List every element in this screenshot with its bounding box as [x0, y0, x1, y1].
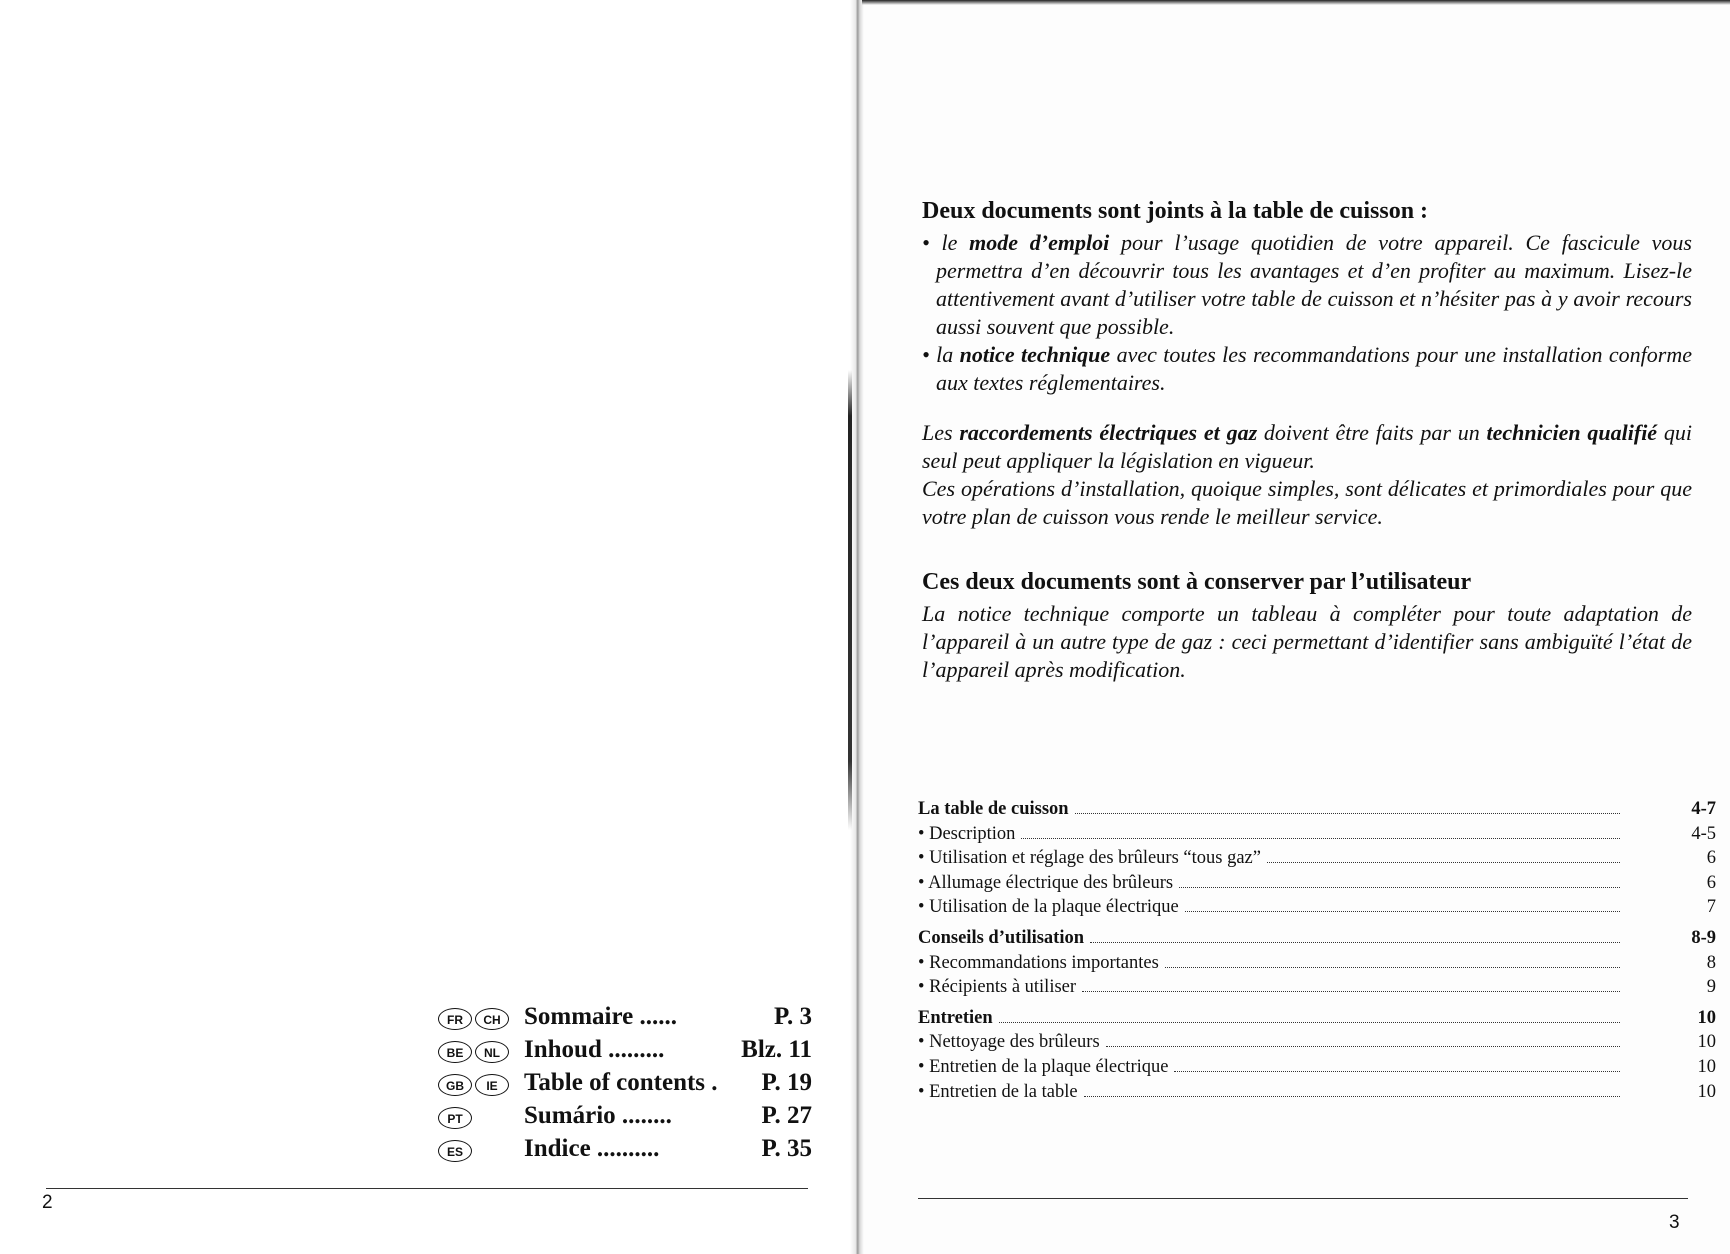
toc-page: 10	[1697, 1007, 1716, 1028]
spine-shadow	[848, 370, 852, 830]
toc-label: • Allumage électrique des brûleurs	[918, 872, 1174, 893]
page-top-edge	[862, 0, 1730, 5]
lang-row-fr[interactable]	[438, 1003, 812, 1036]
toc-group-entretien	[918, 1008, 1716, 1106]
toc-label: La table de cuisson	[918, 799, 1069, 819]
bullet-notice-technique: • la notice technique avec toutes les recommandations pour une installation conforme aux textes réglementaires.	[922, 342, 1692, 395]
toc-leader	[1179, 887, 1620, 888]
toc-page: 9	[1706, 977, 1716, 998]
toc-page: 8	[1706, 952, 1716, 973]
toc-leader	[1021, 838, 1620, 839]
para-text: Les	[922, 420, 960, 445]
para-operations: Ces opérations d’installation, quoique simples, sont délicates et primordiales pour que votre plan de cuisson vous rende le meilleur service.	[922, 476, 1692, 529]
toc-entry[interactable]	[918, 1057, 1716, 1082]
country-badge-icon: NL	[475, 1041, 509, 1063]
table-of-contents	[918, 799, 1716, 1112]
toc-label: • Utilisation de la plaque électrique	[918, 897, 1179, 918]
bullet-text-post: avec toutes les recommandations pour une installation conforme aux textes réglementaires.	[936, 342, 1692, 395]
country-badge-icon: IE	[475, 1074, 509, 1096]
para-bold: technicien qualifié	[1486, 420, 1658, 445]
bullet-text-pre: le	[941, 230, 970, 255]
lang-badges	[438, 1008, 524, 1030]
lang-title: Inhoud .........	[524, 1036, 665, 1063]
toc-leader	[1075, 813, 1620, 814]
toc-entry[interactable]	[918, 1082, 1716, 1107]
toc-leader	[1174, 1071, 1620, 1072]
language-index	[438, 1003, 812, 1168]
toc-entry[interactable]	[918, 799, 1716, 824]
bullet-text-bold: mode d’emploi	[969, 230, 1110, 255]
toc-page: 4-5	[1691, 823, 1716, 844]
lang-title: Indice ..........	[524, 1135, 660, 1162]
toc-leader	[1082, 991, 1620, 992]
bullet-text-pre: la	[936, 342, 960, 367]
toc-entry[interactable]	[918, 848, 1716, 873]
lang-row-nl[interactable]	[438, 1036, 812, 1069]
book-spine	[850, 0, 864, 1254]
toc-leader	[1084, 1096, 1620, 1097]
lang-badges	[438, 1107, 524, 1129]
heading-conserver: Ces deux documents sont à conserver par l’utilisateur	[922, 569, 1472, 595]
lang-row-es[interactable]	[438, 1135, 812, 1168]
toc-entry[interactable]	[918, 1032, 1716, 1057]
lang-page: Blz. 11	[741, 1036, 812, 1063]
toc-label: • Entretien de la plaque électrique	[918, 1056, 1169, 1077]
toc-page: 4-7	[1691, 799, 1716, 819]
lang-badges	[438, 1074, 524, 1096]
para-raccordements	[922, 419, 1692, 475]
heading-documents: Deux documents sont joints à la table de cuisson :	[922, 198, 1429, 224]
lang-badges	[438, 1041, 524, 1063]
lang-title: Sommaire ......	[524, 1003, 677, 1030]
lang-title: Table of contents .	[524, 1069, 718, 1096]
toc-page: 10	[1697, 1081, 1716, 1102]
toc-label: Conseils d’utilisation	[918, 927, 1085, 948]
toc-page: 10	[1697, 1056, 1716, 1077]
bullet-mode-emploi: • le mode d’emploi pour l’usage quotidien de votre appareil. Ce fascicule vous permettra d’en découvrir tous les avantages et d’en profiter au maximum. Lisez-le attentivement avant d’utiliser votre table de cuisson et n’hésiter pas à y avoir recours aussi souvent que possible.	[922, 230, 1692, 339]
country-badge-icon: ES	[438, 1140, 472, 1162]
bullet-text-bold: notice technique	[959, 342, 1111, 367]
toc-label: • Utilisation et réglage des brûleurs “tous gaz”	[918, 848, 1261, 869]
toc-page: 8-9	[1691, 927, 1716, 948]
toc-entry[interactable]	[918, 928, 1716, 953]
toc-page: 6	[1706, 848, 1716, 869]
bullet-text-post: pour l’usage quotidien de votre appareil. Ce fascicule vous permettra d’en découvrir tous les avantages et d’en profiter au maximum. Lisez-le attentivement avant d’utiliser votre table de cuisson et n’hésiter pas à y avoir recours aussi souvent que possible.	[936, 230, 1692, 339]
page-number-right: 3	[1669, 1212, 1680, 1233]
country-badge-icon: BE	[438, 1041, 472, 1063]
intro-section	[922, 198, 1692, 684]
toc-leader	[1185, 911, 1620, 912]
toc-label: Entretien	[918, 1007, 993, 1028]
lang-row-gb[interactable]	[438, 1069, 812, 1102]
toc-group-conseils	[918, 928, 1716, 1002]
toc-label: • Recommandations importantes	[918, 952, 1159, 973]
country-badge-icon: GB	[438, 1074, 472, 1096]
toc-group-table-cuisson	[918, 799, 1716, 922]
country-badge-icon: PT	[438, 1107, 472, 1129]
toc-entry[interactable]	[918, 1008, 1716, 1033]
para-bold: raccordements électriques et gaz	[959, 420, 1258, 445]
toc-leader	[999, 1022, 1620, 1023]
lang-title: Sumário ........	[524, 1102, 672, 1129]
country-badge-icon: CH	[475, 1008, 509, 1030]
lang-row-pt[interactable]	[438, 1102, 812, 1135]
page-number-left: 2	[42, 1192, 53, 1213]
toc-leader	[1165, 967, 1620, 968]
toc-label: • Description	[918, 823, 1016, 844]
lang-page: P. 19	[761, 1069, 812, 1096]
toc-entry[interactable]	[918, 897, 1716, 922]
footer-rule-left	[46, 1188, 808, 1189]
lang-page: P. 27	[761, 1102, 812, 1129]
lang-page: P. 35	[761, 1135, 812, 1162]
toc-leader	[1090, 942, 1620, 943]
lang-badges	[438, 1140, 524, 1162]
country-badge-icon: FR	[438, 1008, 472, 1030]
toc-label: • Entretien de la table	[918, 1081, 1078, 1102]
toc-entry[interactable]	[918, 977, 1716, 1002]
toc-leader	[1267, 862, 1620, 863]
footer-rule-right	[918, 1198, 1688, 1199]
toc-entry[interactable]	[918, 824, 1716, 849]
toc-leader	[1106, 1046, 1620, 1047]
toc-page: 10	[1697, 1032, 1716, 1053]
toc-entry[interactable]	[918, 873, 1716, 898]
toc-label: • Nettoyage des brûleurs	[918, 1032, 1100, 1053]
toc-page: 6	[1706, 872, 1716, 893]
toc-label: • Récipients à utiliser	[918, 977, 1077, 998]
para-notice: La notice technique comporte un tableau à compléter pour toute adaptation de l’appareil à un autre type de gaz : ceci permettant d’identifier sans ambiguïté l’état de l’appareil après modification.	[922, 601, 1692, 682]
toc-page: 7	[1706, 897, 1716, 918]
para-text: qui seul peut appliquer la législation en vigueur.	[922, 420, 1692, 473]
para-text: doivent être faits par un	[1257, 420, 1487, 445]
lang-page: P. 3	[774, 1003, 812, 1030]
toc-entry[interactable]	[918, 953, 1716, 978]
